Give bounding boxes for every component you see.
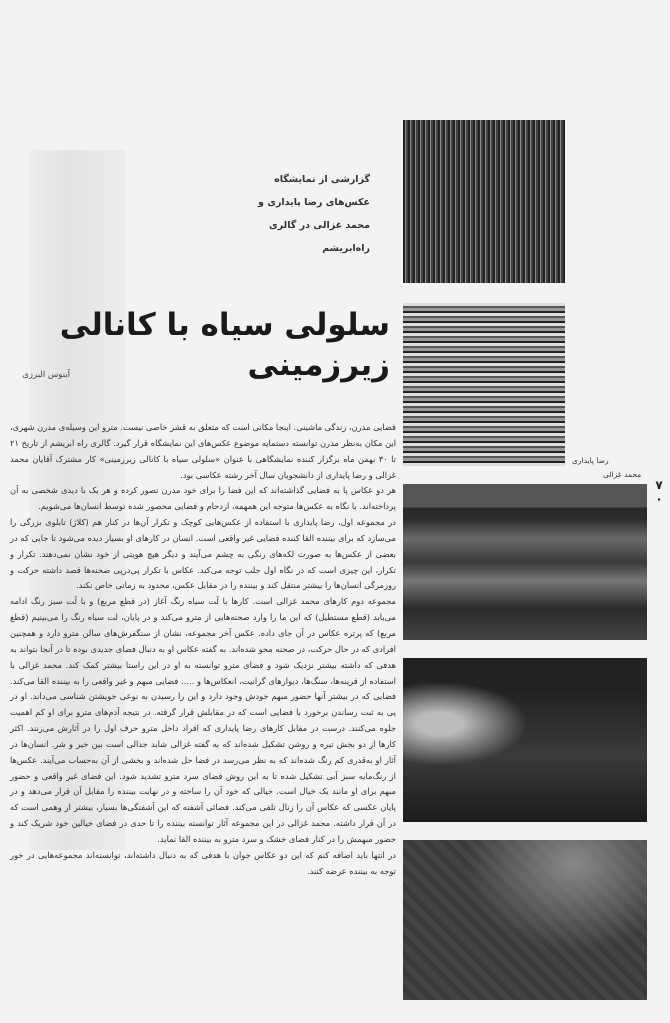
paragraph: در مجموعه اول، رضا پایداری با استفاده از عکس‌هایی کوچک و تکرار آن‌ها در کنار هم (کلاژ) تابلوی بزرگی را می‌سازد که برای بیننده القا کننده فضایی غیر واقعی است. انسان در کارهای او بسیار دیده می‌شود تا جایی که در بعضی از عکس‌ها به صورت لکه‌های رنگی به چشم می‌آیند و دیگر هیچ هویتی از خود نشان نمی‌دهند. تکرار و تکرار، این چیزی است که در نگاه اول جلب توجه می‌کند. عکاس با تکرار پی‌درپی صحنه‌ها قصد داشته حرکت و روزمرگی انسان‌ها را بیشتر منتقل کند و بیننده را در مقابل عکس، محدود به زمانی خاص نکند. (10, 517, 396, 591)
kicker-line: محمد غزالی در گالری (269, 220, 370, 231)
article-kicker (230, 168, 370, 260)
photo-metro-2 (403, 658, 647, 822)
paragraph: فضایی مدرن، زندگی ماشینی. اینجا مکانی است که متعلق به قشر خاصی نیست. مترو این وسیله‌ی مدرن شهری، این مکان به‌نظر مدرن توانسته دستمایه موضوع عکس‌های این نمایشگاه قرار گیرد. گالری راه ابریشم از تاریخ ۲۱ تا ۳۰ بهمن ماه برگزار کننده نمایشگاهی با عنوان «سلولی سیاه با کانالی زیرزمینی» کار مشترک آقایان محمد غزالی و رضا پایداری از دانشجویان سال آخر رشته عکاسی بود. (10, 422, 396, 480)
article-author: آبنوس البرزی (22, 370, 70, 380)
photo-caption: رضا پایداری (572, 456, 609, 465)
kicker-line: گزارشی از نمایشگاه (274, 174, 370, 185)
photo-collage-1 (403, 120, 565, 283)
article-body (10, 420, 396, 879)
photo-caption: محمد غزالی (603, 470, 642, 479)
photo-metro-3 (403, 840, 647, 1000)
kicker-line: راه‌ابریشم (322, 243, 370, 254)
photo-collage-2 (403, 303, 565, 466)
kicker-line: عکس‌های رضا پایداری و (258, 197, 370, 208)
article-title: سلولی سیاه با کانالی زیرزمینی (59, 307, 390, 383)
paragraph: در انتها باید اضافه کنم که این دو عکاس جوان با هدفی که به دنبال داشته‌اند، توانسته‌اند مجموعه‌هایی در خور توجه به بیننده عرضه کنند. (10, 849, 396, 876)
paragraph: مجموعه دوم کارهای محمد غزالی است. کارها با لَت سیاه رنگ آغاز (در قطع مربع) و با لَت سبز رنگ ادامه می‌یابد (قطع مستطیل) که این ما را وارد صحنه‌هایی از مترو می‌کند و در پایان، لت سیاه رنگ را می‌بینیم (قطع مربع) که پرتره عکاس در آن جای داده. عکس آخر مجموعه، نشان از سنگفرش‌های سالن مترو دارد و همچنین افرادی که در حال حرکت، در صحنه محو شده‌اند. به گفته عکاس او به دنبال فضای جدیدی بوده تا در آنجا بتواند به هدفی که داشته بیشتر نزدیک شود و فضای مترو توانسته به او در این راستا بیشتر کمک کند. محمد غزالی با استفاده از قرینه‌ها، سنگ‌ها، دیوارهای گرانیت، انعکاس‌ها و ..... فضایی مبهم و غیر واقعی را به بیننده القا می‌کند. فضایی که در بیشتر آنها حضور مبهم خودش وجود دارد و این را رسیدن به نوعی خویشتن شناسی می‌داند. او در پی به ثبت رساندن برخورد با فضایی است که در مقابلش قرار گرفته. در نتیجه آدم‌های مترو برای او کم اهمیت جلوه می‌کنند. درست در مقابل کارهای رضا پایداری که افراد داخل مترو حرف اول را در آثارش می‌زنند. اکثر کارها از دو بخش تیره و روشن تشکیل شده‌اند که به گفته غزالی شاید جدالی است بین خیر و شر. انسان‌ها در آثار او به‌قدری کم رنگ شده‌اند که به نظر می‌رسد در فضا حل شده‌اند و بخشی از آن به‌حساب می‌آیند. عکس‌ها از رنگ‌مایه سبز آبی تشکیل شده تا به این روش فضای سرد مترو تشدید شود. این فضای غیر واقعی و حضور مبهم برای او مانند یک خیال است. خیالی که خود آن را ساخته و در نهایت بیننده را مقابل آن قرار می‌دهد و در پایان عکسی که عکاس آن را زنال تلقی می‌کند. فضائی آشفته که این آشفتگی‌ها بسیار، بیشتر از وهمی است که در آن قرار داشته. محمد غزالی در این مجموعه آثار توانسته بیننده را تا حدی در فضای خیالین خود شریک کند و حضور مبهمش را در کنار فضای خشک و سرد مترو به بیننده القا نماید. (10, 596, 396, 844)
photo-metro-1 (403, 484, 647, 640)
page-number: ۷۰ (655, 478, 663, 506)
paragraph: هر دو عکاس پا به فضایی گذاشته‌اند که این فضا را برای خود مدرن تصور کرده و هر یک با دیدی شخصی به آن پرداخته‌اند. با نگاه به عکس‌ها متوجه این همهمه، ازدحام و فضایی محصور شده توسط انسان‌ها می‌شویم. (10, 485, 396, 512)
